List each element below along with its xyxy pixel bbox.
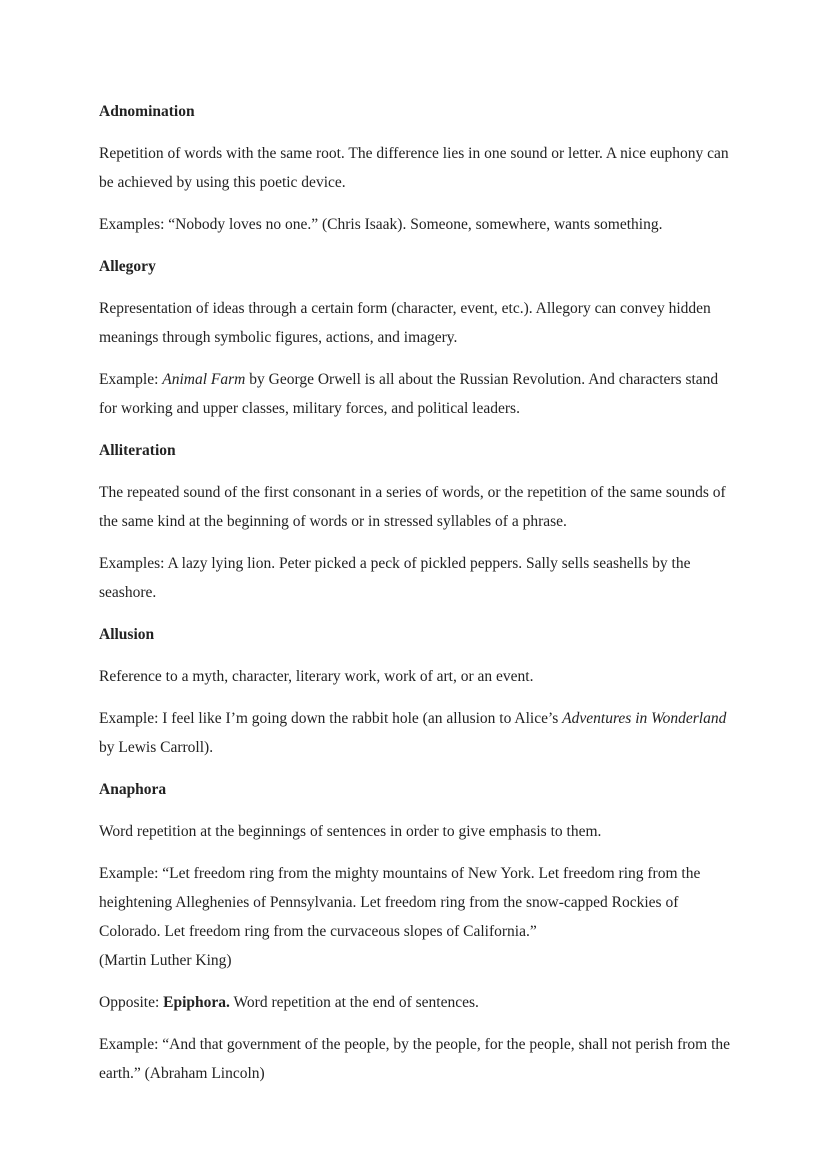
definition-adnomination: Repetition of words with the same root. The difference lies in one sound or letter. A nice euphony can be achieved by using this poetic device.	[99, 145, 729, 191]
opposite-suffix: Word repetition at the end of sentences.	[229, 994, 479, 1011]
opposite-prefix: Opposite:	[99, 994, 164, 1011]
example-epiphora: Example: “And that government of the people, by the people, for the people, shall not perish from the earth.” (Abraham Lincoln)	[99, 1036, 731, 1082]
example-allusion-title: Adventures in Wonderland	[562, 710, 727, 727]
opposite-epiphora	[99, 988, 739, 1017]
definition-allusion: Reference to a myth, character, literary work, work of art, or an event.	[99, 668, 534, 685]
attribution-anaphora: (Martin Luther King)	[99, 952, 232, 969]
example-alliteration: Examples: A lazy lying lion. Peter picked a peck of pickled peppers. Sally sells seashells by the seashore.	[99, 555, 691, 601]
example-allegory-suffix: by George Orwell is all about the Russian Revolution. And characters stand for working and upper classes, military forces, and political leaders.	[99, 371, 719, 417]
heading-anaphora: Anaphora	[99, 781, 167, 798]
definition-allegory: Representation of ideas through a certain form (character, event, etc.). Allegory can convey hidden meanings through symbolic figures, actions, and imagery.	[99, 300, 711, 346]
heading-allusion: Allusion	[99, 626, 155, 643]
definition-alliteration: The repeated sound of the first consonant in a series of words, or the repetition of the same sounds of the same kind at the beginning of words or in stressed syllables of a phrase.	[99, 484, 726, 530]
example-anaphora: Example: “Let freedom ring from the mighty mountains of New York. Let freedom ring from the heightening Alleghenies of Pennsylvania. Let freedom ring from the snow-capped Rockies of Colorado. Let freedom ring from the curvaceous slopes of California.”	[99, 865, 701, 940]
example-allegory-title: Animal Farm	[162, 371, 246, 388]
opposite-term: Epiphora.	[163, 994, 230, 1011]
example-allusion	[99, 704, 739, 762]
heading-allegory: Allegory	[99, 258, 156, 275]
document-page	[99, 97, 739, 1101]
definition-anaphora: Word repetition at the beginnings of sentences in order to give emphasis to them.	[99, 823, 602, 840]
heading-adnomination: Adnomination	[99, 103, 195, 120]
example-adnomination: Examples: “Nobody loves no one.” (Chris Isaak). Someone, somewhere, wants something.	[99, 216, 663, 233]
example-allegory-prefix: Example:	[99, 371, 163, 388]
example-allegory	[99, 365, 739, 423]
example-allusion-prefix: Example: I feel like I’m going down the rabbit hole (an allusion to Alice’s	[99, 710, 563, 727]
example-allusion-suffix: by Lewis Carroll).	[99, 739, 214, 756]
heading-alliteration: Alliteration	[99, 442, 176, 459]
